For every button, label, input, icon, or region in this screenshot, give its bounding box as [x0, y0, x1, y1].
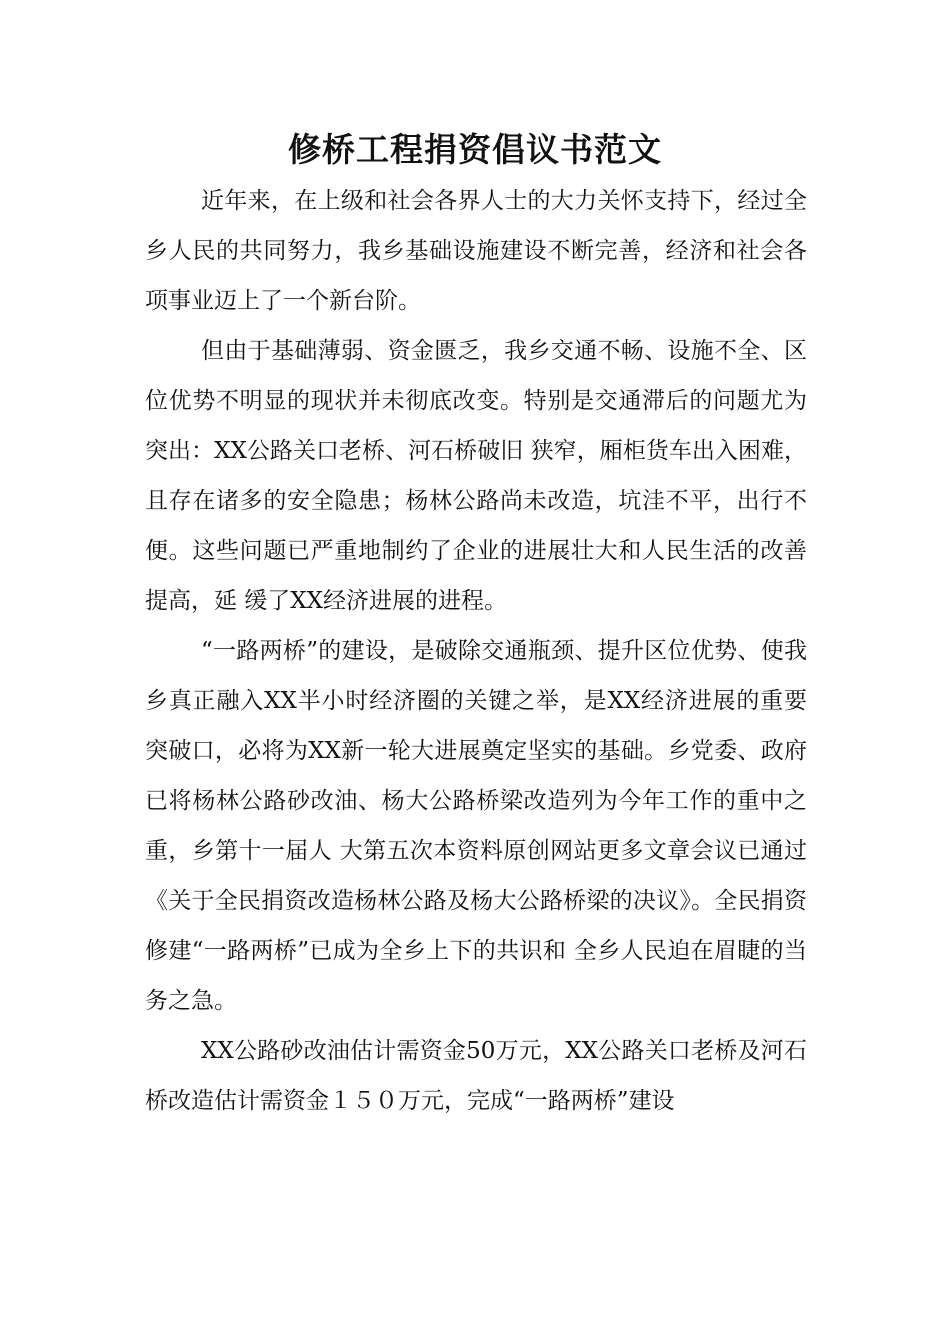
document-title: 修桥工程捐资倡议书范文: [288, 130, 662, 169]
paragraph-1: 近年来，在上级和社会各界人士的大力关怀支持下，经过全乡人民的共同努力，我乡基础设施建设不断完善，经济和社会各项事业迈上了一个新台阶。: [145, 188, 807, 314]
document-body: [145, 176, 807, 1126]
paragraph-4: XX公路砂改油估计需资金50万元，XX公路关口老桥及河石桥改造估计需资金１５０万元，完成“一路两桥”建设: [145, 1038, 807, 1114]
paragraph-2: 但由于基础薄弱、资金匮乏，我乡交通不畅、设施不全、区位优势不明显的现状并未彻底改变。特别是交通滞后的问题尤为突出：XX公路关口老桥、河石桥破旧 狭窄，厢柜货车出入困难，且存在诸多的安全隐患；杨林公路尚未改造，坑洼不平，出行不便。这些问题已严重地制约了企业的进展壮大和人民生活的改善提高，延 缓了XX经济进展的进程。: [145, 338, 807, 614]
paragraph-3: “一路两桥”的建设，是破除交通瓶颈、提升区位优势、使我乡真正融入XX半小时经济圈的关键之举，是XX经济进展的重要突破口，必将为XX新一轮大进展奠定坚实的基础。乡党委、政府已将杨林公路砂改油、杨大公路桥梁改造列为今年工作的重中之重，乡第十一届人 大第五次本资料原创网站更多文章会议已通过《关于全民捐资改造杨林公路及杨大公路桥梁的决议》。全民捐资修建“一路两桥”已成为全乡上下的共识和 全乡人民迫在眉睫的当务之急。: [145, 638, 807, 1014]
